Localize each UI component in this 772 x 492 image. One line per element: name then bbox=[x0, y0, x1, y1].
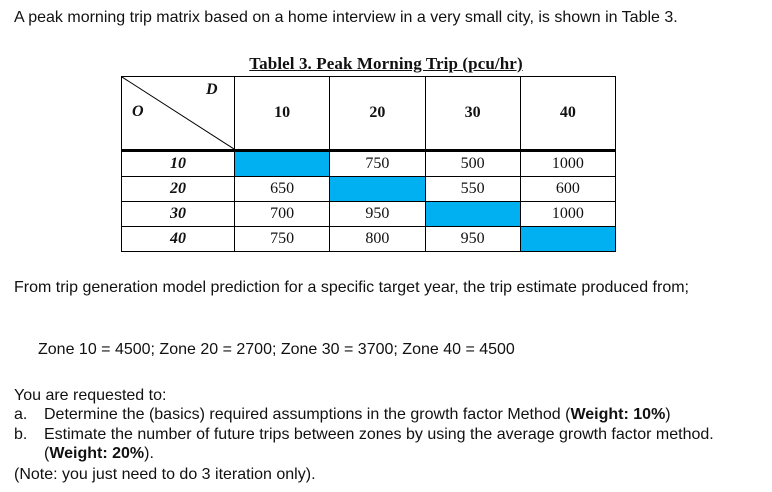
list-item bbox=[14, 425, 764, 463]
requested-heading: You are requested to: bbox=[14, 387, 167, 404]
list-item-body: Estimate the number of future trips between zones by using the average growth factor method. ( bbox=[44, 426, 714, 462]
row-header: 30 bbox=[122, 202, 235, 227]
list-item-tail: ). bbox=[144, 445, 154, 462]
intro-paragraph: A peak morning trip matrix based on a home interview in a very small city, is shown in Table 3. bbox=[14, 9, 678, 26]
table-row bbox=[122, 177, 616, 202]
list-item-tail: ) bbox=[665, 406, 671, 423]
table-cell: 500 bbox=[425, 151, 520, 177]
list-item bbox=[14, 405, 764, 424]
row-header: 10 bbox=[122, 151, 235, 177]
row-header: 40 bbox=[122, 227, 235, 252]
table-cell: 650 bbox=[235, 177, 330, 202]
column-header: 30 bbox=[425, 77, 520, 151]
note-text: (Note: you just need to do 3 iteration only). bbox=[14, 466, 316, 483]
table-cell: 1000 bbox=[520, 151, 615, 177]
corner-destination-label: D bbox=[206, 81, 218, 98]
list-item-body: Determine the (basics) required assumptions in the growth factor Method ( bbox=[44, 406, 571, 423]
table-cell: 950 bbox=[425, 227, 520, 252]
table-cell: 950 bbox=[330, 202, 425, 227]
table-cell-diagonal bbox=[425, 202, 520, 227]
table-cell-diagonal bbox=[520, 227, 615, 252]
table-cell: 600 bbox=[520, 177, 615, 202]
table-cell-diagonal bbox=[330, 177, 425, 202]
list-marker: a. bbox=[14, 406, 28, 423]
table-row bbox=[122, 202, 616, 227]
corner-origin-label: O bbox=[132, 103, 144, 120]
table-row bbox=[122, 151, 616, 177]
table-cell: 750 bbox=[330, 151, 425, 177]
table-cell: 550 bbox=[425, 177, 520, 202]
trip-generation-paragraph: From trip generation model prediction for a specific target year, the trip estimate produced from; bbox=[14, 279, 689, 296]
corner-cell bbox=[122, 77, 235, 151]
table-caption-text: Tablel 3. Peak Morning Trip (pcu/hr) bbox=[249, 54, 523, 73]
list-item-text bbox=[44, 405, 671, 424]
table-cell: 750 bbox=[235, 227, 330, 252]
list-item-text bbox=[44, 425, 764, 463]
table-cell: 1000 bbox=[520, 202, 615, 227]
weight-label: Weight: 10% bbox=[570, 406, 666, 423]
trip-matrix-table bbox=[121, 76, 616, 250]
table-cell: 800 bbox=[330, 227, 425, 252]
table-header-row bbox=[122, 77, 616, 151]
column-header: 10 bbox=[235, 77, 330, 151]
table-cell-diagonal bbox=[235, 151, 330, 177]
table-caption bbox=[0, 54, 772, 74]
zone-estimates-line: Zone 10 = 4500; Zone 20 = 2700; Zone 30 = 3700; Zone 40 = 4500 bbox=[38, 341, 515, 358]
column-header: 40 bbox=[520, 77, 615, 151]
weight-label: Weight: 20% bbox=[49, 445, 145, 462]
column-header: 20 bbox=[330, 77, 425, 151]
table-row bbox=[122, 227, 616, 252]
table-cell: 700 bbox=[235, 202, 330, 227]
row-header: 20 bbox=[122, 177, 235, 202]
list-marker: b. bbox=[14, 426, 28, 443]
